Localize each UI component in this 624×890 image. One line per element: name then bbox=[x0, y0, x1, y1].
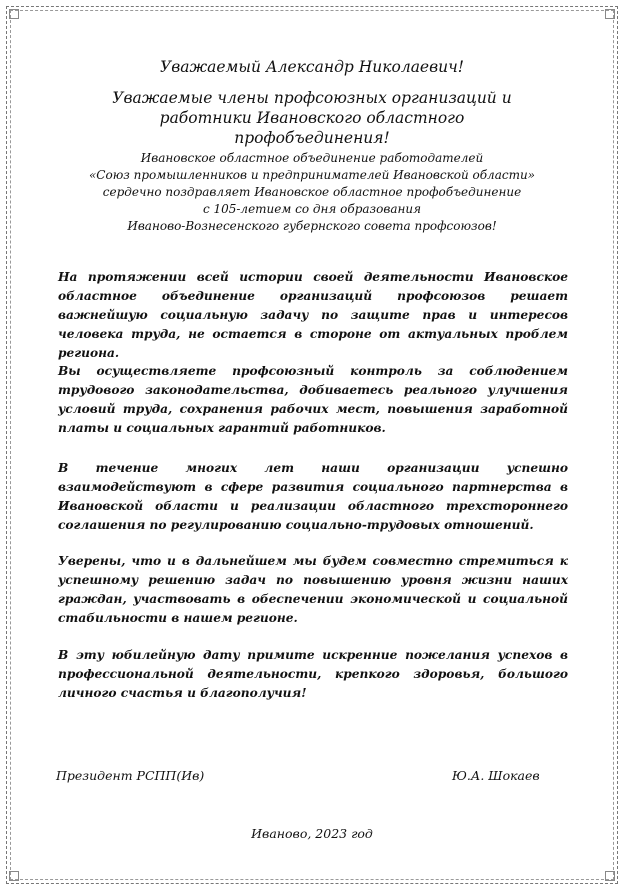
salutation-group bbox=[90, 88, 534, 148]
body-paragraph: В эту юбилейную дату примите искренние пожелания успехов в профессиональной деятельности, крепкого здоровья, большого личного счастья и благополучия! bbox=[58, 648, 568, 700]
body-paragraph: Вы осуществляете профсоюзный контроль за соблюдением трудового законодательства, добиваетесь реального улучшения условий труда, сохранения рабочих мест, повышения заработной платы и социальных гарантий работников. bbox=[58, 364, 568, 435]
intro-line: сердечно поздравляет Ивановское областное профобъединение bbox=[102, 185, 522, 199]
salutation-group-line: Уважаемые члены профсоюзных организаций и bbox=[112, 89, 512, 107]
signature-name: Ю.А. Шокаев bbox=[452, 768, 540, 783]
place-and-date: Иваново, 2023 год bbox=[251, 826, 373, 841]
body-paragraph: На протяжении всей истории своей деятельности Ивановское областное объединение организаций профсоюзов решает важнейшую социальную задачу по защите прав и интересов человека труда, не остается в стороне от актуальных проблем региона. bbox=[58, 270, 568, 360]
intro-statement bbox=[60, 150, 564, 235]
intro-line: с 105-летием со дня образования bbox=[202, 202, 422, 216]
body-paragraph: Уверены, что и в дальнейшем мы будем совместно стремиться к успешному решению задач по повышению уровня жизни наших граждан, участвовать в обеспечении экономической и социальной стабильности в нашем регионе. bbox=[58, 554, 568, 625]
signature-role: Президент РСПП(Ив) bbox=[56, 768, 205, 783]
intro-line: Иваново-Вознесенского губернского совета профсоюзов! bbox=[127, 219, 497, 233]
intro-line: «Союз промышленников и предпринимателей Ивановской области» bbox=[88, 168, 536, 182]
salutation-personal: Уважаемый Александр Николаевич! bbox=[160, 58, 464, 76]
body-paragraph: В течение многих лет наши организации успешно взаимодействуют в сфере развития социального партнерства в Ивановской области и реализации областного трехстороннего соглашения по регулированию социально-трудовых отношений. bbox=[58, 461, 568, 532]
intro-line: Ивановское областное объединение работодателей bbox=[140, 151, 484, 165]
salutation-group-line: работники Ивановского областного профобъединения! bbox=[159, 109, 465, 147]
